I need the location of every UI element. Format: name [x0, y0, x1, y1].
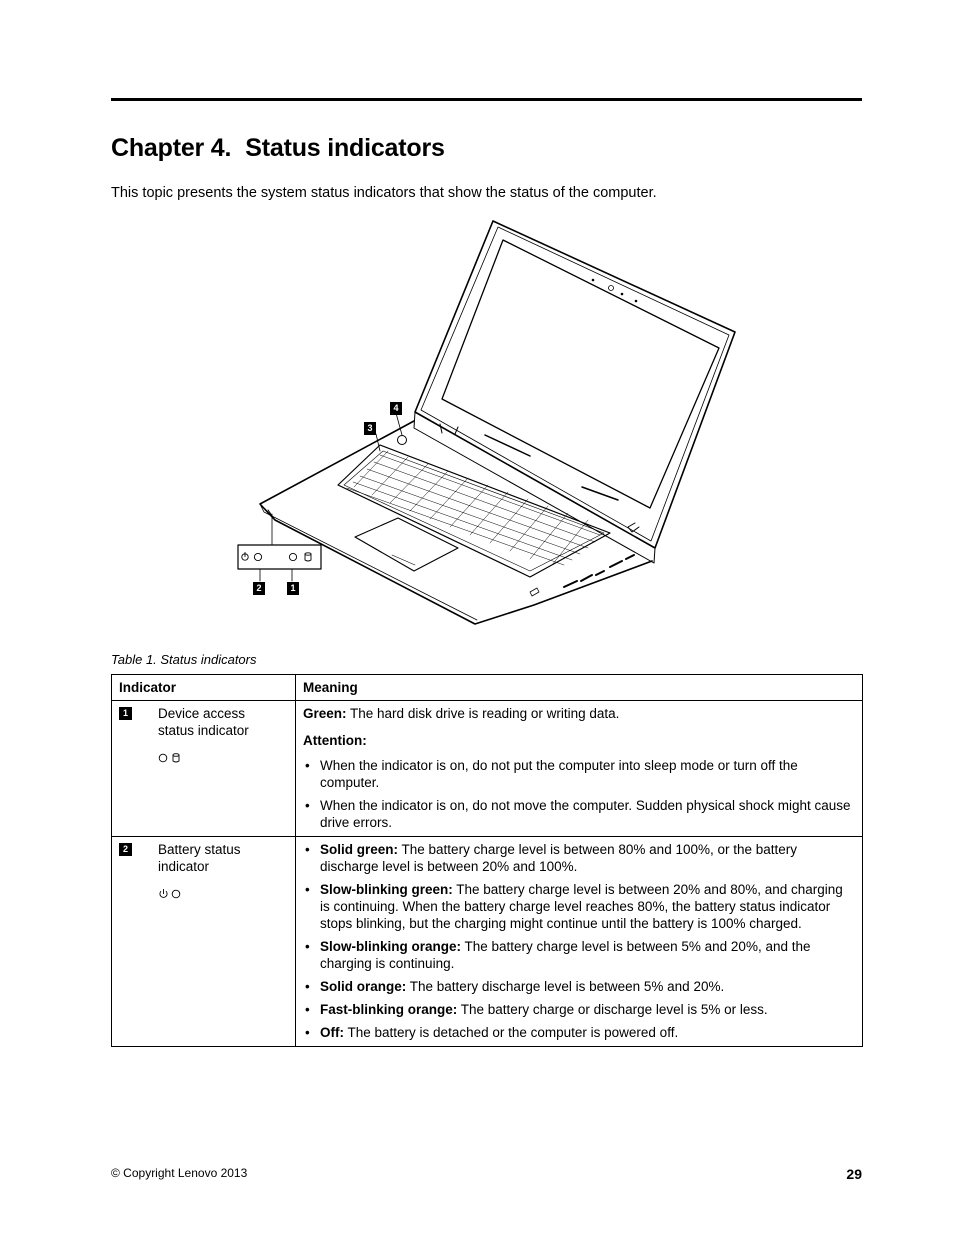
- status-label: Solid green:: [320, 842, 399, 857]
- indicator-name: Device access status indicator: [158, 706, 249, 738]
- table-caption: Table 1. Status indicators: [111, 652, 257, 667]
- status-label: Slow-blinking green:: [320, 882, 453, 897]
- indicator-cell: [112, 701, 296, 837]
- status-text: The battery discharge level is between 5% and 20%.: [409, 979, 725, 994]
- table-header-row: [112, 675, 863, 701]
- list-item: [303, 978, 855, 995]
- status-text: The battery charge level is between 20% and 80%, and charging is continuing. When the battery charge level reaches 80%, the battery status indicator stops blinking, but the charging might continue until the battery is 100% charged.: [320, 882, 843, 931]
- status-label: Solid orange:: [320, 979, 407, 994]
- power-led-icon: [158, 885, 288, 902]
- list-item: [303, 841, 855, 875]
- meaning-label: Green:: [303, 706, 347, 721]
- list-item: [303, 938, 855, 972]
- list-item: • When the indicator is on, do not put the computer into sleep mode or turn off the computer.: [303, 757, 855, 791]
- figure-callout-1: 1: [287, 582, 299, 595]
- status-label: Slow-blinking orange:: [320, 939, 461, 954]
- figure-callout-4: 4: [390, 402, 402, 415]
- figure-callout-3: 3: [364, 422, 376, 435]
- intro-paragraph: This topic presents the system status indicators that show the status of the computer.: [111, 185, 657, 201]
- indicator-number-badge: 1: [119, 707, 132, 720]
- meaning-cell: [296, 701, 863, 837]
- indicator-cell: [112, 837, 296, 1047]
- meaning-text: The hard disk drive is reading or writing data.: [350, 706, 620, 721]
- copyright-notice: © Copyright Lenovo 2013: [111, 1166, 248, 1180]
- list-item: [303, 1001, 855, 1018]
- table-row: [112, 701, 863, 837]
- attention-label: Attention:: [303, 733, 367, 748]
- figure-callout-2: 2: [253, 582, 265, 595]
- disk-activity-icon: [158, 749, 288, 766]
- status-label: Fast-blinking orange:: [320, 1002, 458, 1017]
- chapter-title: [111, 134, 445, 163]
- battery-status-list: [303, 841, 855, 1041]
- list-item: [303, 881, 855, 932]
- chapter-number: Chapter 4.: [111, 134, 232, 162]
- status-text: The battery charge level is between 80% and 100%, or the battery discharge level is between 20% and 100%.: [320, 842, 798, 874]
- header-indicator: Indicator: [112, 675, 296, 701]
- header-meaning: Meaning: [296, 675, 863, 701]
- chapter-rule: [111, 98, 862, 101]
- laptop-illustration: [230, 215, 750, 635]
- laptop-drawing: [230, 215, 750, 635]
- list-item: • When the indicator is on, do not move the computer. Sudden physical shock might cause drive errors.: [303, 797, 855, 831]
- page-number: 29: [846, 1166, 862, 1182]
- table-row: [112, 837, 863, 1047]
- indicator-name: Battery status indicator: [158, 842, 241, 874]
- chapter-name: Status indicators: [245, 134, 445, 162]
- attention-list: [303, 757, 855, 831]
- status-indicators-table: [111, 674, 863, 1047]
- status-text: The battery charge level is between 5% and 20%, and the charging is continuing.: [320, 939, 811, 971]
- list-item: [303, 1024, 855, 1041]
- status-text: The battery is detached or the computer is powered off.: [347, 1025, 679, 1040]
- status-text: The battery charge or discharge level is 5% or less.: [460, 1002, 768, 1017]
- indicator-number-badge: 2: [119, 843, 132, 856]
- status-label: Off:: [320, 1025, 344, 1040]
- meaning-cell: [296, 837, 863, 1047]
